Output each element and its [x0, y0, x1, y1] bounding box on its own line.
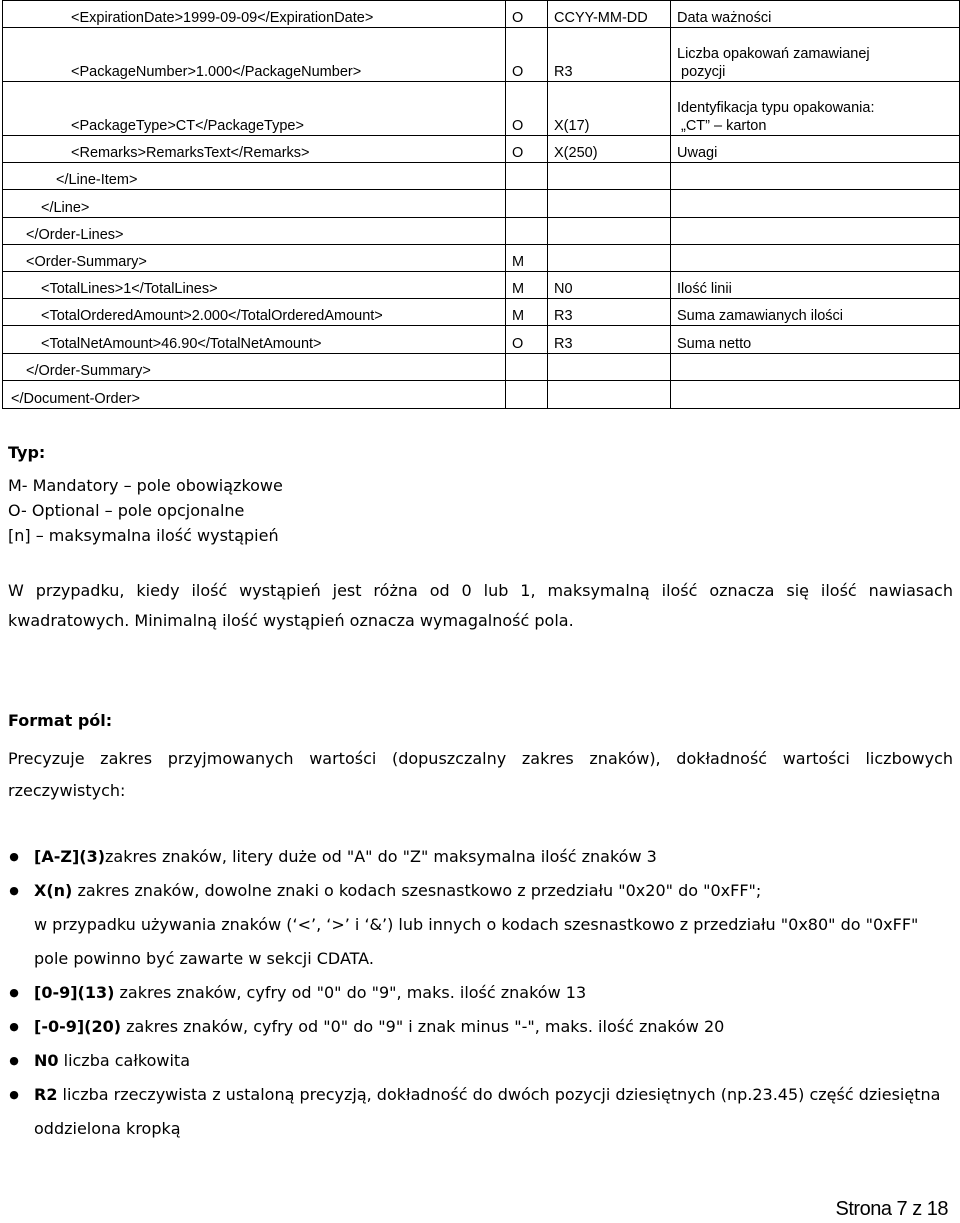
xml-tag-cell: [3, 218, 506, 245]
type-cell: [506, 190, 548, 218]
type-cell: O: [506, 1, 548, 28]
description-cell: [671, 1, 960, 28]
description-cell: [671, 272, 960, 299]
type-cell: [506, 354, 548, 381]
type-cell: M: [506, 272, 548, 299]
bullet-icon: ●: [9, 884, 19, 897]
xml-tag-cell: [3, 272, 506, 299]
xml-tag-cell: [3, 381, 506, 409]
xml-tag-text: <TotalLines>1</TotalLines>: [41, 281, 218, 297]
format-section: [8, 708, 953, 807]
format-code: R2: [34, 1085, 58, 1104]
format-cell: R3: [548, 299, 671, 326]
format-list-item: [0, 1010, 948, 1044]
description-cell: [671, 245, 960, 272]
table-row: [3, 381, 960, 409]
description-cell: [671, 381, 960, 409]
format-list: [0, 840, 948, 1146]
description-line: Data ważności: [677, 10, 772, 26]
description-cell: [671, 218, 960, 245]
format-list-item: [0, 874, 948, 976]
format-cell: [548, 381, 671, 409]
format-cell: R3: [548, 326, 671, 354]
xml-tag-cell: [3, 299, 506, 326]
description-cell: [671, 190, 960, 218]
table-row: [3, 299, 960, 326]
xml-tag-cell: [3, 326, 506, 354]
table-row: [3, 82, 960, 136]
format-cell: CCYY-MM-DD: [548, 1, 671, 28]
typ-heading: Typ:: [8, 443, 46, 462]
xml-tag-cell: [3, 1, 506, 28]
format-cell: [548, 163, 671, 190]
typ-section: [8, 440, 953, 636]
xml-tag-cell: [3, 82, 506, 136]
table-row: [3, 28, 960, 82]
description-line: pozycji: [681, 64, 726, 80]
xml-tag-cell: [3, 163, 506, 190]
description-line: „CT” – karton: [681, 118, 767, 134]
description-cell: [671, 299, 960, 326]
format-code: [-0-9](20): [34, 1017, 122, 1036]
legend-line-occurrences: [n] – maksymalna ilość wystąpień: [8, 526, 279, 545]
xml-tag-cell: [3, 190, 506, 218]
table-row: [3, 218, 960, 245]
format-description: zakres znaków, cyfry od "0" do "9" i znak minus "-", maks. ilość znaków 20: [121, 1017, 725, 1036]
xml-tag-text: <PackageNumber>1.000</PackageNumber>: [71, 64, 362, 80]
xml-tag-text: </Document-Order>: [11, 391, 140, 407]
description-cell: [671, 326, 960, 354]
xml-tag-text: </Line>: [41, 200, 90, 216]
format-code: X(n): [34, 881, 73, 900]
type-cell: [506, 218, 548, 245]
table-row: [3, 1, 960, 28]
format-code: [A-Z](3): [34, 847, 106, 866]
xml-tag-cell: [3, 136, 506, 163]
format-code: N0: [34, 1051, 59, 1070]
typ-legend: [8, 473, 953, 548]
format-paragraph: Precyzuje zakres przyjmowanych wartości (dopuszczalny zakres znaków), dokładność wartości liczbowych rzeczywistych:: [8, 749, 953, 800]
format-list-item: [0, 976, 948, 1010]
table-row: [3, 354, 960, 381]
format-cell: [548, 218, 671, 245]
description-line: Uwagi: [677, 145, 718, 161]
xml-tag-text: </Order-Summary>: [26, 363, 151, 379]
xml-tag-cell: [3, 245, 506, 272]
type-cell: [506, 163, 548, 190]
format-description: liczba rzeczywista z ustaloną precyzją, dokładność do dwóch pozycji dziesiętnych (np.23.45) część dziesiętna oddzielona kropką: [34, 1085, 941, 1138]
format-cell: X(17): [548, 82, 671, 136]
table-row: [3, 326, 960, 354]
xml-spec-table: [2, 0, 960, 409]
bullet-icon: ●: [9, 1088, 19, 1101]
description-cell: [671, 28, 960, 82]
xml-tag-text: </Order-Lines>: [26, 227, 124, 243]
type-cell: O: [506, 82, 548, 136]
page-number: Strona 7 z 18: [835, 1198, 948, 1220]
xml-tag-text: </Line-Item>: [56, 172, 138, 188]
type-cell: O: [506, 326, 548, 354]
format-cell: [548, 245, 671, 272]
xml-tag-text: <ExpirationDate>1999-09-09</ExpirationDate>: [71, 10, 374, 26]
description-line: Suma zamawianych ilości: [677, 308, 844, 324]
bullet-icon: ●: [9, 1054, 19, 1067]
table-row: [3, 272, 960, 299]
description-line: Suma netto: [677, 336, 752, 352]
bullet-icon: ●: [9, 986, 19, 999]
legend-line-optional: O- Optional – pole opcjonalne: [8, 501, 245, 520]
format-code: [0-9](13): [34, 983, 115, 1002]
format-cell: [548, 190, 671, 218]
description-line: Identyfikacja typu opakowania:: [677, 100, 875, 116]
description-cell: [671, 163, 960, 190]
type-cell: M: [506, 245, 548, 272]
typ-paragraph: W przypadku, kiedy ilość wystąpień jest różna od 0 lub 1, maksymalną ilość oznacza się ilość nawiasach kwadratowych. Minimalną ilość wystąpień oznacza wymagalność pola.: [8, 581, 953, 630]
xml-tag-text: <PackageType>CT</PackageType>: [71, 118, 304, 134]
format-list-item: [0, 1044, 948, 1078]
table-row: [3, 190, 960, 218]
xml-tag-text: <TotalOrderedAmount>2.000</TotalOrderedAmount>: [41, 308, 383, 324]
type-cell: [506, 381, 548, 409]
table-row: [3, 136, 960, 163]
type-cell: O: [506, 136, 548, 163]
description-cell: [671, 136, 960, 163]
format-description: zakres znaków, litery duże od "A" do "Z" maksymalna ilość znaków 3: [105, 847, 657, 866]
format-list-item: [0, 1078, 948, 1146]
format-list-item: [0, 840, 948, 874]
format-description: zakres znaków, cyfry od "0" do "9", maks. ilość znaków 13: [114, 983, 587, 1002]
type-cell: M: [506, 299, 548, 326]
format-description: zakres znaków, dowolne znaki o kodach szesnastkowo z przedziału "0x20" do "0xFF";: [72, 881, 762, 900]
format-cell: R3: [548, 28, 671, 82]
description-cell: [671, 354, 960, 381]
format-description: liczba całkowita: [58, 1051, 190, 1070]
xml-tag-text: <Order-Summary>: [26, 254, 147, 270]
xml-tag-cell: [3, 28, 506, 82]
description-line: Liczba opakowań zamawianej: [677, 46, 870, 62]
format-cell: [548, 354, 671, 381]
type-cell: O: [506, 28, 548, 82]
description-line: Ilość linii: [677, 281, 732, 297]
bullet-icon: ●: [9, 1020, 19, 1033]
description-cell: [671, 82, 960, 136]
format-cell: X(250): [548, 136, 671, 163]
xml-tag-text: <Remarks>RemarksText</Remarks>: [71, 145, 310, 161]
legend-line-mandatory: M- Mandatory – pole obowiązkowe: [8, 476, 283, 495]
format-heading: Format pól:: [8, 711, 113, 730]
table-row: [3, 245, 960, 272]
bullet-icon: ●: [9, 850, 19, 863]
format-cell: N0: [548, 272, 671, 299]
xml-tag-cell: [3, 354, 506, 381]
xml-tag-text: <TotalNetAmount>46.90</TotalNetAmount>: [41, 336, 322, 352]
format-description-continued: w przypadku używania znaków (‘<’, ‘>’ i ‘&’) lub innych o kodach szesnastkowo z przedziału "0x80" do "0xFF" pole powinno być zawarte w sekcji CDATA.: [34, 915, 919, 968]
table-row: [3, 163, 960, 190]
